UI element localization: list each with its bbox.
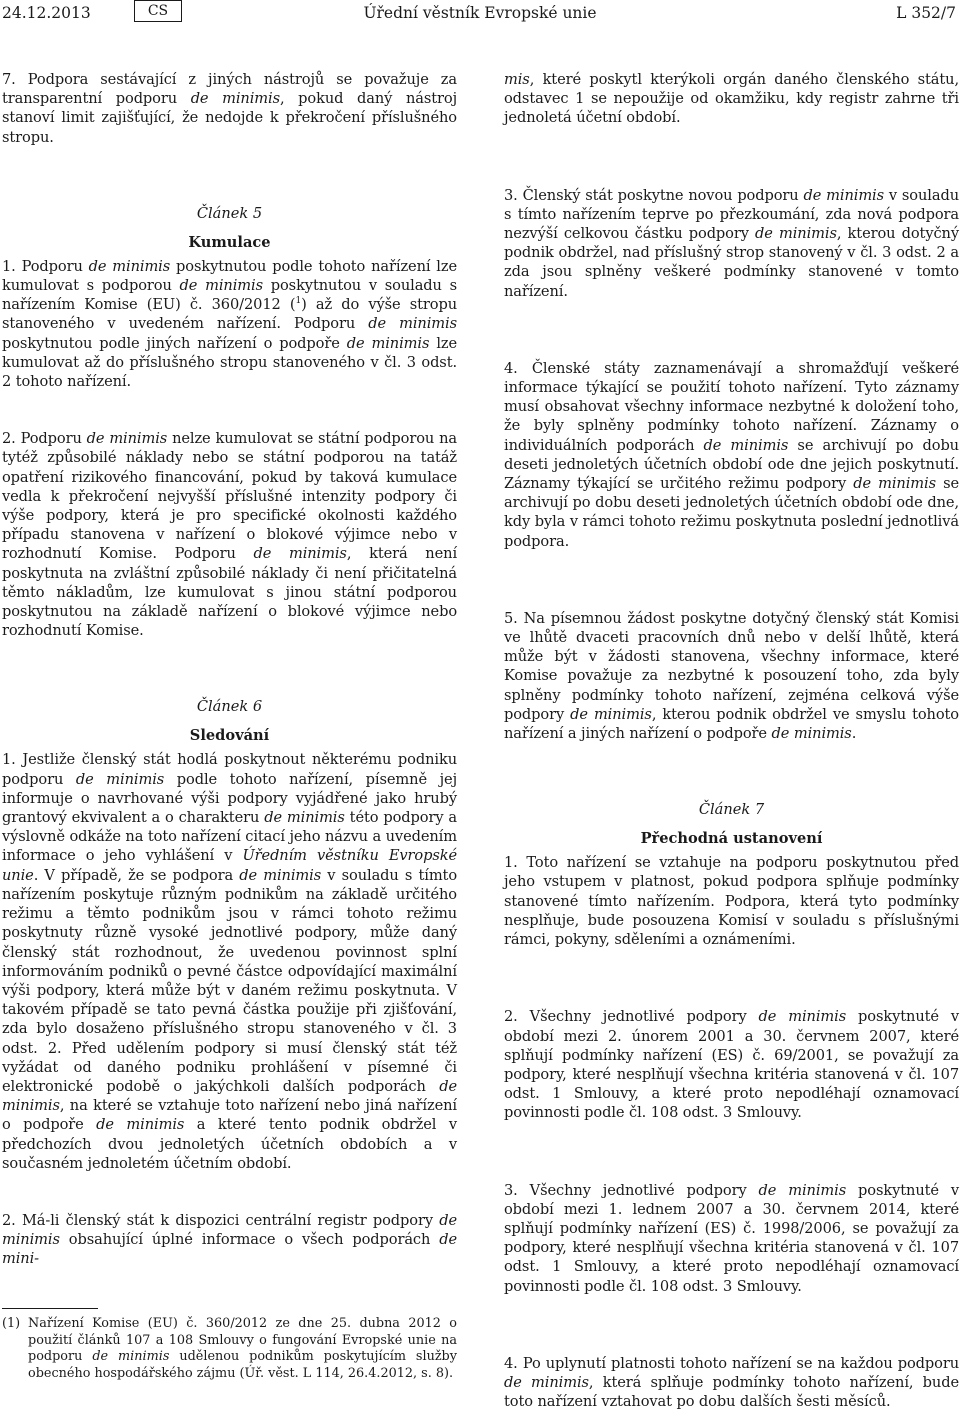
article-7-paragraph-4: 4. Po uplynutí platnosti tohoto nařízení se na každou podporu de minimis, která splňuje podmínky tohoto nařízení, bude toto nařízení vztahovat po dobu dalších šesti měsíců. [504,1354,960,1411]
article-6-paragraph-2: 2. Má-li členský stát k dispozici centrální registr podpory de minimis obsahující úplné informace o všech podporách de mini- [2,1211,457,1268]
article-6-paragraph-5: 5. Na písemnou žádost poskytne dotyčný členský stát Komisi ve lhůtě dvaceti pracovních dnů nebo v delší lhůtě, která může být v žádosti stanovena, všechny informace, které Komise považuje za nezbytné k posouzení toho, zda byly splněny podmínky tohoto nařízení, zejména celková výše podpory de minimis, kterou podnik obdržel ve smyslu tohoto nařízení a jiných nařízení o podpoře de minimis. [504,609,959,743]
article-6-paragraph-3: 3. Členský stát poskytne novou podporu de minimis v souladu s tímto nařízením teprve po přezkoumání, zda nová podpora nezvýší celkovou částku podpory de minimis, kterou dotyčný podnik obdržel, nad příslušný strop stanovený v čl. 3 odst. 2 a zda jsou splněny veškeré podmínky stanovené v tomto nařízení. [504,186,960,300]
footnote-mark: (1) [2,1316,21,1331]
article-5-paragraph-1-text-a: 1. Podporu de minimis poskytnutou podle tohoto nařízení lze kumulovat s podporou de minimis poskytnutou v souladu s nařízením Komise (EU) č. 360/2012 ( [2,257,458,314]
article-6-title: Sledování [189,727,270,745]
article-6-number: Článek 6 [196,698,263,716]
page-header [0,0,960,34]
right-column [504,70,959,1411]
article-7-title: Přechodná ustanovení [640,830,823,848]
article-5-number: Článek 5 [196,204,263,222]
article-5-paragraph-1 [2,257,457,391]
article-7-paragraph-3: 3. Všechny jednotlivé podpory de minimis poskytnuté v období mezi 1. lednem 2007 a 30. červnem 2014, které splňují podmínky nařízení (ES) č. 1998/2006, se považují za podpory, které nesplňují všechna kritéria stanovená v čl. 107 odst. 1 Smlouvy, a které proto nepodléhají oznamovací povinnosti podle čl. 108 odst. 3 Smlouvy. [504,1181,960,1295]
paragraph-7: 7. Podpora sestávající z jiných nástrojů se považuje za transparentní podporu de minimis, pokud daný nástroj stanoví limit zajišťující, že nedojde k překročení příslušného stropu. [2,71,458,146]
footnote-text: Nařízení Komise (EU) č. 360/2012 ze dne 25. dubna 2012 o použití článků 107 a 108 Smlouvy o fungování Evropské unie na podporu de minimis udělenou podnikům poskytujícím služby obecného hospodářského zájmu (Úř. věst. L 114, 26.4.2012, s. 8). [28,1316,457,1381]
language-code-box: CS [134,0,182,22]
article-7-paragraph-1: 1. Toto nařízení se vztahuje na podporu poskytnutou před jeho vstupem v platnost, pokud podpora splňuje podmínky stanovené tímto nařízením. Podpora, která tyto podmínky nesplňuje, bude posouzena Komisí v souladu s příslušnými rámci, pokyny, sděleními a oznámeními. [504,854,959,949]
header-date: 24.12.2013 [2,4,91,22]
article-6-paragraph-2-continued: mis, které poskytl kterýkoli orgán daného členského státu, odstavec 1 se nepoužije od okamžiku, kdy registr zahrne tři jednoletá účetní období. [504,71,959,127]
footnote-divider [2,1308,98,1309]
article-6-paragraph-4: 4. Členské státy zaznamenávají a shromažďují veškeré informace týkající se použití tohoto nařízení. Tyto záznamy musí obsahovat všechny informace nezbytné k doložení toho, že byly splněny podmínky tohoto nařízení. Záznamy o individuálních podporách de minimis se archivují po dobu deseti jednoletých účetních období ode dne jejich poskytnutí. Záznamy týkající se určitého režimu podpory de minimis se archivují po dobu deseti jednoletých účetních období ode dne, kdy byla v rámci tohoto režimu poskytnuta poslední jednotlivá podpora. [504,359,960,550]
left-column [2,70,457,1269]
article-5-paragraph-2: 2. Podporu de minimis nelze kumulovat se státní podporou na tytéž způsobilé náklady nebo se státní podporou na tatáž opatření rizikového financování, pokud by taková kumulace vedla k překročení nejvyšší příslušné intenzity podpory či výše podpory, která je pro specifické okolnosti každého případu stanovena v nařízení o blokové výjimce nebo v rozhodnutí Komise. Podporu de minimis, která není poskytnuta na zvláštní způsobilé náklady či není přičitatelná těmto nákladům, lze kumulovat s jinou státní podporou poskytnutou na základě nařízení o blokové výjimce nebo rozhodnutí Komise. [2,430,458,640]
article-5-paragraph-1-text-b: ) až do výše stropu stanoveného v uvedeném nařízení. Podporu de minimis poskytnutou podle jiných nařízení o podpoře de minimis lze kumulovat až do příslušného stropu stanoveného v čl. 3 odst. 2 tohoto nařízení. [2,296,458,391]
article-6-paragraph-1: 1. Jestliže členský stát hodlá poskytnout některému podniku podporu de minimis podle tohoto nařízení, písemně jej informuje o navrhované výši podpory vyjádřené jako hrubý grantový ekvivalent a o charakteru de minimis této podpory a výslovně odkáže na toto nařízení citací jeho názvu a uvedením informace o jeho vyhlášení v Úředním věstníku Evropské unie. V případě, že se podpora de minimis v souladu s tímto nařízením poskytuje různým podnikům na základě určitého režimu a těmto podnikům jsou v rámci tohoto režimu poskytnuty různě vysoké jednotlivé podpory, může daný členský stát rozhodnout, že uvedenou povinnost splní informováním podniků o pevné částce odpovídající maximální výši podpory, která může být v daném režimu poskytnuta. V takovém případě se tato pevná částka použije při zjišťování, zda bylo dosaženo příslušného stropu stanoveného v čl. 3 odst. 2. Před udělením podpory si musí členský stát též vyžádat od daného podniku prohlášení v písemné či elektronické podobě o jakýchkoli dalších podporách de minimis, na které se vztahuje toto nařízení nebo jiná nařízení o podpoře de minimis a které tento podnik obdržel v předchozích dvou jednoletých účetních obdobích a v současném jednoletém účetním období. [2,751,458,1172]
page-reference: L 352/7 [896,4,956,22]
footnote [2,1316,457,1382]
article-7-paragraph-2: 2. Všechny jednotlivé podpory de minimis poskytnuté v období mezi 2. únorem 2001 a 30. červnem 2007, které splňují podmínky nařízení (ES) č. 69/2001, se považují za podpory, které nesplňují všechna kritéria stanovená v čl. 107 odst. 1 Smlouvy, a které proto nepodléhají oznamovací povinnosti podle čl. 108 odst. 3 Smlouvy. [504,1008,960,1122]
footnote-ref[interactable]: 1 [295,296,302,307]
article-5-title: Kumulace [188,233,271,251]
article-7-number: Článek 7 [698,801,765,819]
journal-title: Úřední věstník Evropské unie [363,4,597,22]
